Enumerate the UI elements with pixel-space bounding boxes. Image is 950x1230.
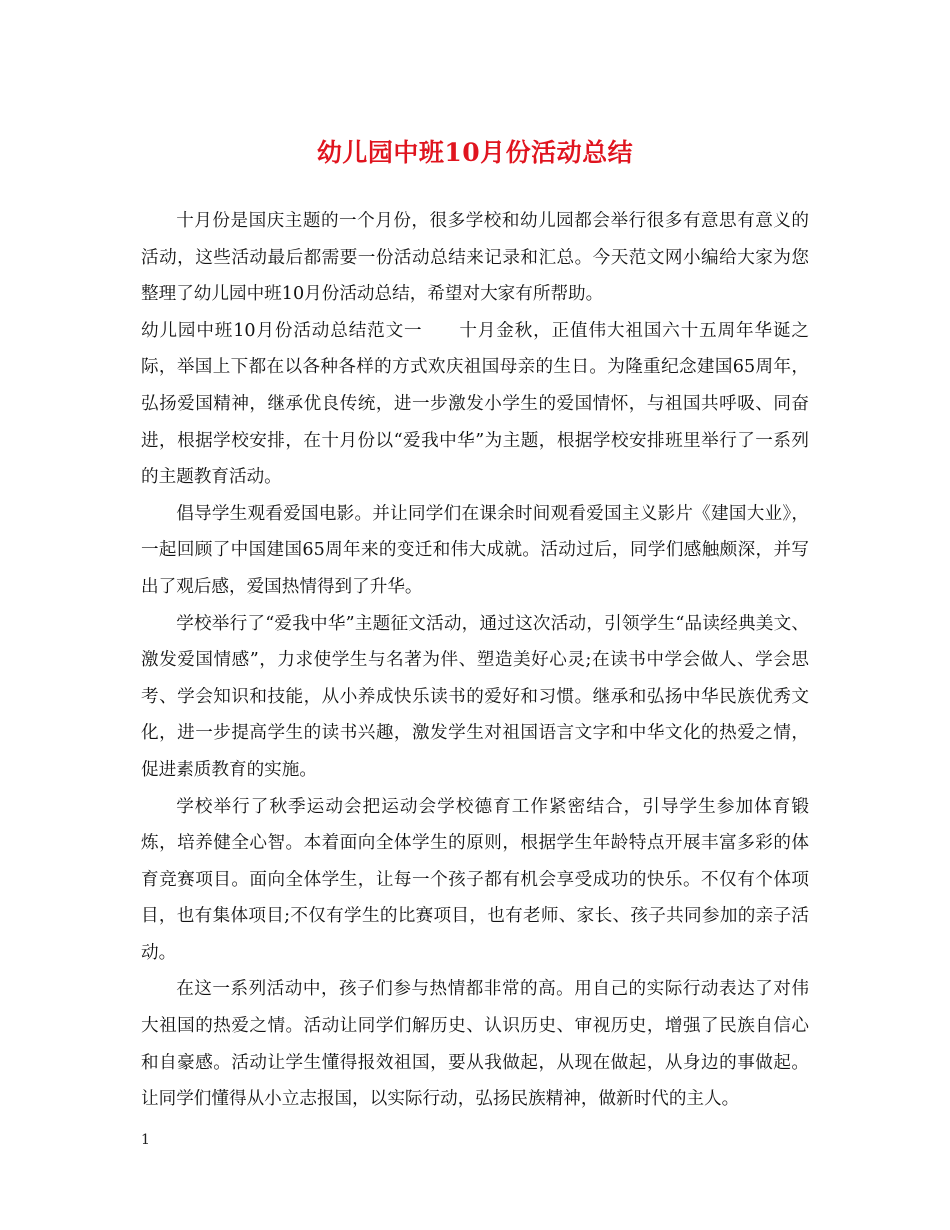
paragraph-sports: 学校举行了秋季运动会把运动会学校德育工作紧密结合，引导学生参加体育锻炼，培养健全心智。本着面向全体学生的原则，根据学生年龄特点开展丰富多彩的体育竞赛项目。面向全体学生，让每一个孩子都有机会享受成功的快乐。不仅有个体项目，也有集体项目;不仅有学生的比赛项目，也有老师、家长、孩子共同参加的亲子活动。 xyxy=(141,796,809,963)
paragraph-sample-one: 幼儿园中班10月份活动总结范文一 十月金秋，正值伟大祖国六十五周年华诞之际，举国上下都在以各种各样的方式欢庆祖国母亲的生日。为隆重纪念建国65周年，弘扬爱国精神，继承优良传统，进一步激发小学生的爱国情怀，与祖国共呼吸、同奋进，根据学校安排，在十月份以“爱我中华”为主题，根据学校安排班里举行了一系列的主题教育活动。 xyxy=(141,320,809,488)
document-body xyxy=(141,203,809,1118)
paragraph-conclusion: 在这一系列活动中，孩子们参与热情都非常的高。用自己的实际行动表达了对伟大祖国的热爱之情。活动让同学们解历史、认识历史、审视历史，增强了民族自信心和自豪感。活动让学生懂得报效祖国，要从我做起，从现在做起，从身边的事做起。让同学们懂得从小立志报国，以实际行动，弘扬民族精神，做新时代的主人。 xyxy=(141,979,809,1110)
paragraph-essay: 学校举行了“爱我中华”主题征文活动，通过这次活动，引领学生“品读经典美文、激发爱国情感”，力求使学生与名著为伴、塑造美好心灵;在读书中学会做人、学会思考、学会知识和技能，从小养成快乐读书的爱好和习惯。继承和弘扬中华民族优秀文化，进一步提高学生的读书兴趣，激发学生对祖国语言文字和中华文化的热爱之情，促进素质教育的实施。 xyxy=(141,613,809,780)
page-number: 1 xyxy=(141,1132,150,1148)
paragraph-intro: 十月份是国庆主题的一个月份，很多学校和幼儿园都会举行很多有意思有意义的活动，这些活动最后都需要一份活动总结来记录和汇总。今天范文网小编给大家为您整理了幼儿园中班10月份活动总结，希望对大家有所帮助。 xyxy=(141,211,809,305)
document-title: 幼儿园中班10月份活动总结 xyxy=(316,138,634,167)
paragraph-movie: 倡导学生观看爱国电影。并让同学们在课余时间观看爱国主义影片《建国大业》，一起回顾了中国建国65周年来的变迁和伟大成就。活动过后，同学们感触颇深，并写出了观后感，爱国热情得到了升华。 xyxy=(141,503,809,597)
